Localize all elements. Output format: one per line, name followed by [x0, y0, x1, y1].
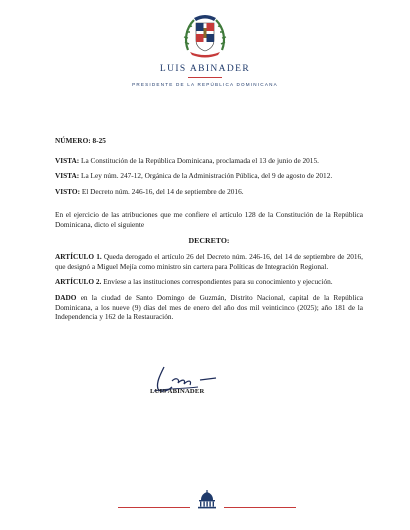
vista-1-label: VISTA:: [55, 155, 80, 165]
palace-emblem-icon: [196, 490, 218, 510]
dado-text: en la ciudad de Santo Domingo de Guzmán, Distrito Nacional, capital de la República Dominicana, a los nueve (9) días del mes de enero del año dos mil veinticinco (2025); año 181 de la Independencia y 162 de la Restauración.: [55, 292, 363, 322]
footer-divider-left: [118, 507, 190, 508]
visto: [55, 187, 363, 197]
vista-1: [55, 156, 363, 166]
vista-2: [55, 171, 363, 181]
article-2-text: Envíese a las instituciones correspondientes para su conocimiento y ejecución.: [101, 277, 333, 287]
article-2: [55, 277, 363, 287]
header-subtitle: PRESIDENTE DE LA REPÚBLICA DOMINICANA: [132, 82, 278, 87]
decree-body: [55, 136, 363, 322]
header-divider: [188, 77, 222, 78]
article-1-label: ARTÍCULO 1.: [55, 252, 102, 262]
intro-paragraph: En el ejercicio de las atribuciones que me confiere el artículo 128 de la Constitución de la República Dominicana, dicto el siguiente: [55, 210, 363, 229]
coat-of-arms-icon: [180, 10, 230, 58]
vista-2-text: La Ley núm. 247-12, Orgánica de la Administración Pública, del 9 de agosto de 2012.: [79, 171, 333, 181]
article-1: [55, 252, 363, 271]
visto-text: El Decreto núm. 246-16, del 14 de septiembre de 2016.: [80, 186, 244, 196]
article-1-text: Queda derogado el artículo 26 del Decreto núm. 246-16, del 14 de septiembre de 2016, que designó a Miguel Mejía como ministro sin cartera para Políticas de Integración Regional.: [55, 252, 363, 271]
signatory-name: LUIS ABINADER: [150, 388, 205, 395]
decree-number: NÚMERO: 8-25: [55, 136, 106, 145]
vista-1-text: La Constitución de la República Dominicana, proclamada el 13 de junio de 2015.: [79, 155, 319, 165]
visto-label: VISTO:: [55, 186, 81, 196]
article-2-label: ARTÍCULO 2.: [55, 277, 102, 287]
header-name: LUIS ABINADER: [159, 64, 251, 74]
footer-divider-right: [224, 507, 296, 508]
dado-paragraph: [55, 293, 363, 322]
vista-2-label: VISTA:: [55, 171, 80, 181]
decreto-title: DECRETO:: [188, 235, 230, 245]
dado-label: DADO: [55, 292, 77, 302]
